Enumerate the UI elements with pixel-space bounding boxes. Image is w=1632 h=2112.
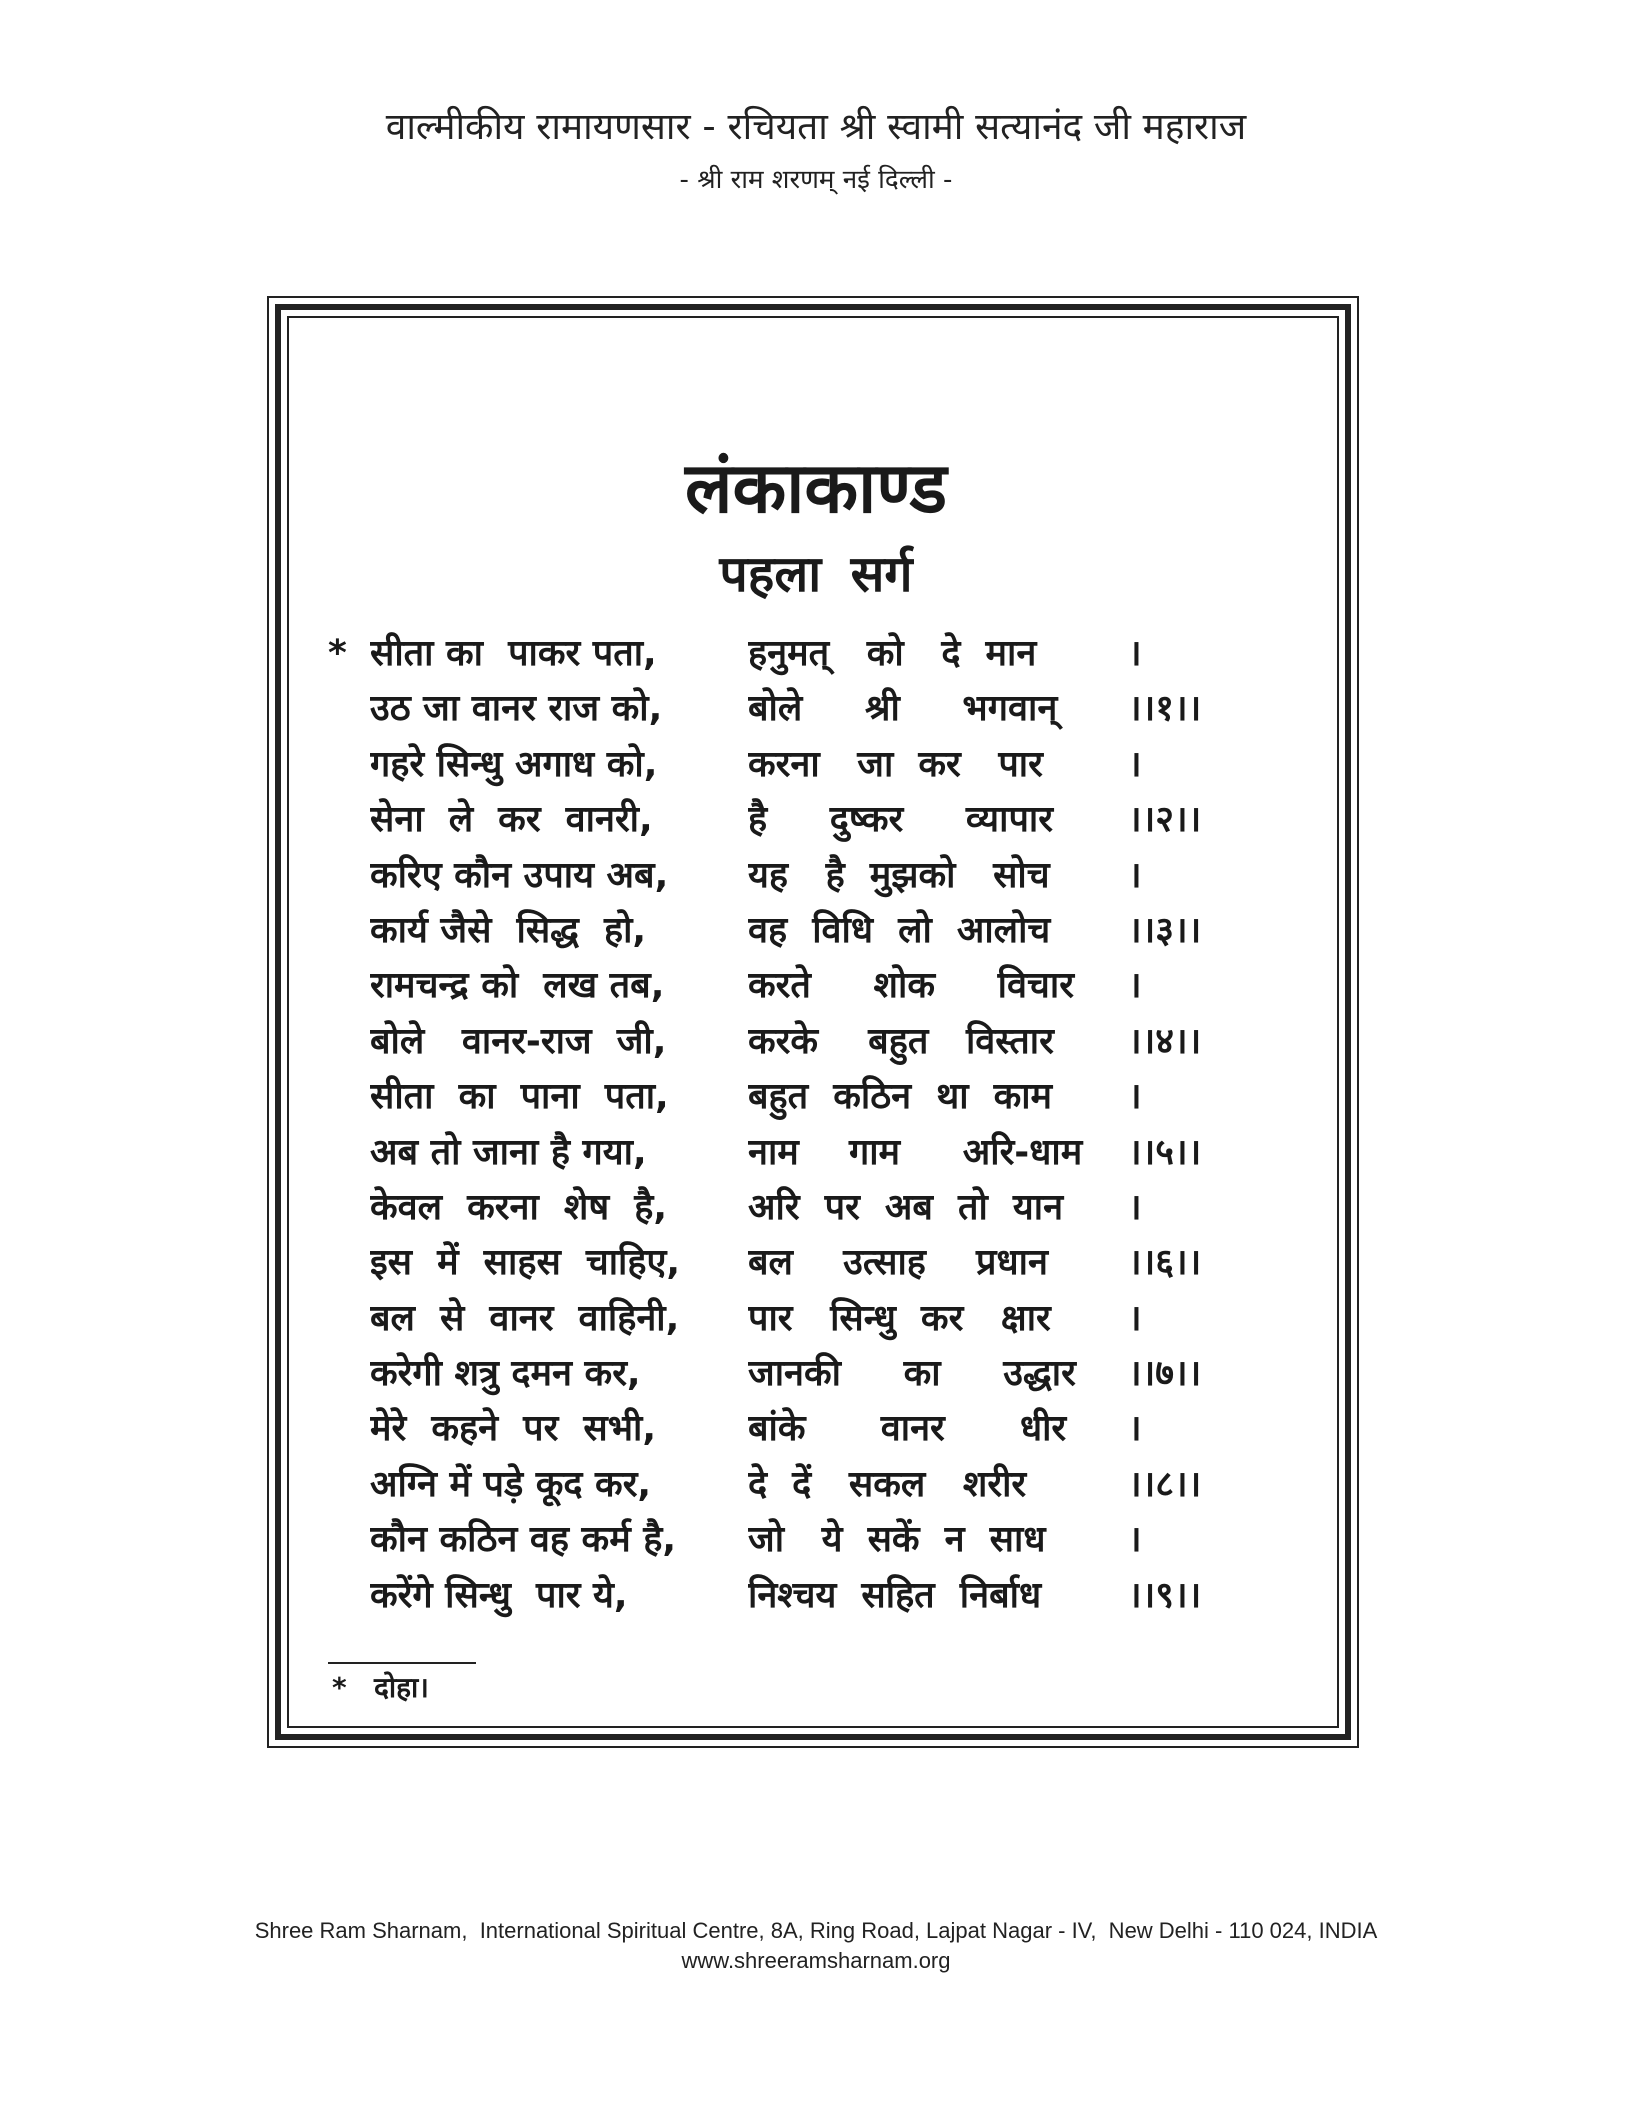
verse-first-half: करिए कौन उपाय अब, <box>370 854 669 896</box>
verse-line <box>328 1401 1328 1456</box>
verse-line <box>328 1457 1328 1512</box>
footer-website: www.shreeramsharnam.org <box>681 1948 951 1973</box>
verse-number: ।।३।। <box>1128 909 1202 951</box>
verse-first-half: बोले वानर-राज जी, <box>370 1020 667 1062</box>
verse-number: ।।२।। <box>1128 799 1202 841</box>
page-header <box>0 102 1632 198</box>
footnote-text: दोहा। <box>374 1671 429 1704</box>
verse-second-half: हनुमत् को दे मान <box>748 633 1037 674</box>
verse-line <box>328 1069 1328 1124</box>
verse-number: ।।९।। <box>1128 1574 1202 1616</box>
verse-second-half: करना जा कर पार <box>748 743 1043 785</box>
verse-line <box>328 1180 1328 1235</box>
verse-number: ।।४।। <box>1128 1020 1202 1062</box>
footer-address: Shree Ram Sharnam, International Spiritual Centre, 8A, Ring Road, Lajpat Nagar - IV, New Delhi - 110 024, INDIA <box>254 1918 1378 1943</box>
verse-second-half: पार सिन्धु कर क्षार <box>748 1297 1051 1339</box>
verse-first-half: अब तो जाना है गया, <box>370 1131 647 1173</box>
verse-first-half: सीता का पाकर पता, <box>370 633 657 674</box>
verse-line <box>328 958 1328 1013</box>
verse-end-mark: । <box>1128 854 1142 896</box>
verse-list <box>328 626 1328 1623</box>
verse-second-half: है दुष्कर व्यापार <box>748 799 1053 841</box>
verse-line <box>328 1014 1328 1069</box>
verse-first-half: मेरे कहने पर सभी, <box>370 1408 657 1450</box>
verse-second-half: निश्चय सहित निर्बाध <box>748 1574 1042 1616</box>
verse-first-half: बल से वानर वाहिनी, <box>370 1297 680 1339</box>
verse-end-mark: । <box>1128 633 1142 674</box>
verse-second-half: अरि पर अब तो यान <box>748 1186 1064 1228</box>
verse-second-half: बांके वानर धीर <box>748 1408 1067 1450</box>
verse-second-half: करके बहुत विस्तार <box>748 1020 1054 1062</box>
verse-second-half: बल उत्साह प्रधान <box>748 1242 1048 1284</box>
verse-second-half: जो ये सकें न साध <box>748 1519 1046 1561</box>
verse-end-mark: । <box>1128 1297 1142 1339</box>
footnote <box>332 1668 429 1708</box>
verse-end-mark: । <box>1128 1519 1142 1561</box>
verse-number: ।।५।। <box>1128 1131 1202 1173</box>
verse-first-half: सेना ले कर वानरी, <box>370 799 653 841</box>
verse-end-mark: । <box>1128 743 1142 785</box>
verse-first-half: अग्नि में पड़े कूद कर, <box>370 1463 652 1505</box>
verse-end-mark: । <box>1128 1186 1142 1228</box>
verse-second-half: बहुत कठिन था काम <box>748 1076 1053 1118</box>
verse-line <box>328 792 1328 847</box>
verse-second-half: बोले श्री भगवान् <box>748 688 1058 730</box>
verse-line <box>328 1125 1328 1180</box>
verse-first-half: कार्य जैसे सिद्ध हो, <box>370 909 647 951</box>
verse-line <box>328 681 1328 736</box>
verse-first-half: करेंगे सिन्धु पार ये, <box>370 1574 628 1616</box>
verse-first-half: रामचन्द्र को लख तब, <box>370 965 665 1007</box>
verse-end-mark: । <box>1128 1076 1142 1118</box>
verse-line <box>328 1291 1328 1346</box>
section-title: पहला सर्ग <box>719 545 913 603</box>
chapter-title: लंकाकाण्ड <box>685 447 947 529</box>
verse-second-half: करते शोक विचार <box>748 965 1074 1007</box>
verse-first-half: सीता का पाना पता, <box>370 1076 669 1118</box>
book-title: वाल्मीकीय रामायणसार - रचियता श्री स्वामी सत्यानंद जी महाराज <box>385 105 1247 148</box>
verse-second-half: दे दें सकल शरीर <box>748 1463 1027 1505</box>
verse-line <box>328 737 1328 792</box>
footnote-divider <box>328 1662 476 1664</box>
verse-first-half: उठ जा वानर राज को, <box>370 688 663 730</box>
verse-first-half: गहरे सिन्धु अगाध को, <box>370 743 658 785</box>
verse-first-half: केवल करना शेष है, <box>370 1186 668 1228</box>
verse-line <box>328 1346 1328 1401</box>
verse-line <box>328 903 1328 958</box>
verse-first-half: करेगी शत्रु दमन कर, <box>370 1353 641 1395</box>
verse-line <box>328 848 1328 903</box>
verse-end-mark: । <box>1128 965 1142 1007</box>
page-footer <box>0 1916 1632 1976</box>
verse-number: ।।७।। <box>1128 1353 1202 1395</box>
publisher-line: - श्री राम शरणम् नई दिल्ली - <box>679 165 953 195</box>
verse-second-half: नाम गाम अरि-धाम <box>748 1131 1083 1173</box>
verse-first-half: कौन कठिन वह कर्म है, <box>370 1519 677 1561</box>
doha-marker-icon: * <box>328 633 347 674</box>
verse-number: ।।१।। <box>1128 688 1202 730</box>
verse-line <box>328 1235 1328 1290</box>
verse-line <box>328 1512 1328 1567</box>
verse-second-half: वह विधि लो आलोच <box>748 909 1051 951</box>
verse-line <box>328 1568 1328 1623</box>
verse-second-half: यह है मुझको सोच <box>748 854 1050 896</box>
verse-end-mark: । <box>1128 1408 1142 1450</box>
verse-second-half: जानकी का उद्धार <box>748 1353 1076 1395</box>
verse-line <box>328 626 1328 681</box>
asterisk-icon: * <box>332 1671 347 1704</box>
verse-number: ।।८।। <box>1128 1463 1202 1505</box>
verse-number: ।।६।। <box>1128 1242 1202 1284</box>
verse-first-half: इस में साहस चाहिए, <box>370 1242 681 1284</box>
